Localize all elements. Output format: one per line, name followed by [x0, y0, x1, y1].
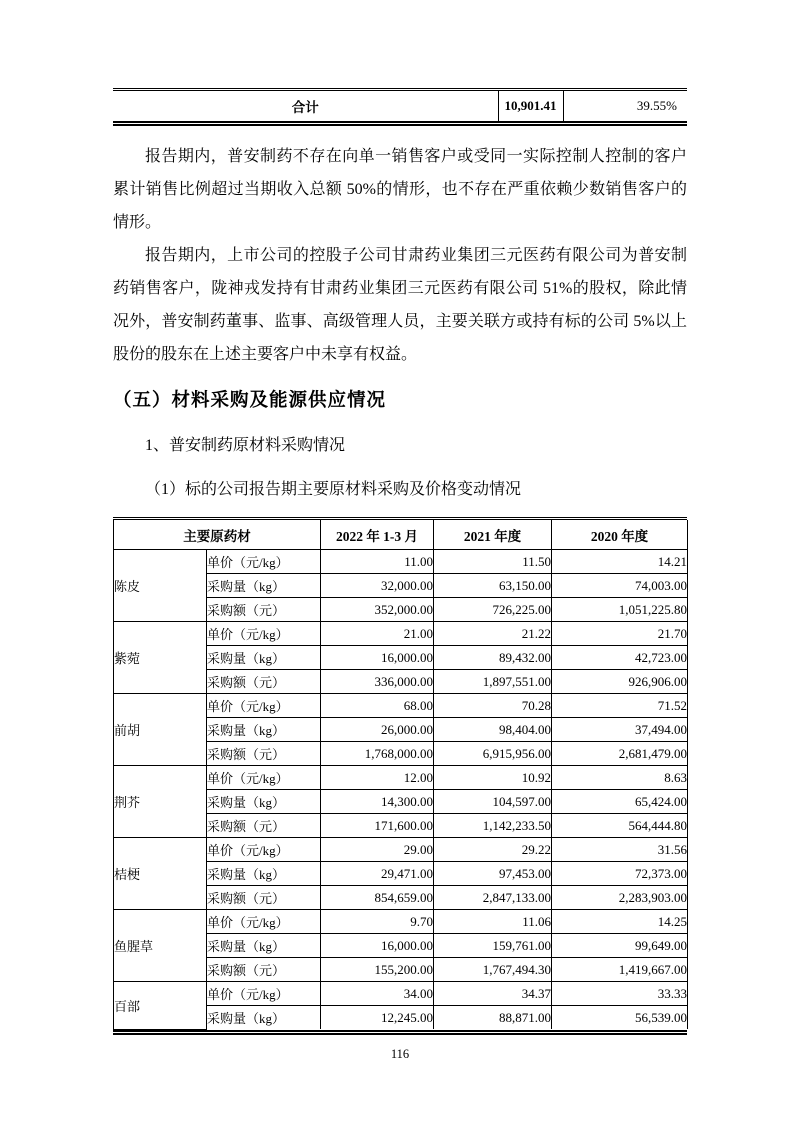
value-cell: 854,659.00: [321, 886, 434, 910]
metric-cell: 采购额（元）: [207, 598, 321, 622]
list-item-2: （1）标的公司报告期主要原材料采购及价格变动情况: [145, 481, 522, 498]
metric-cell: 单价（元/kg）: [207, 694, 321, 718]
table-row: [114, 622, 688, 646]
value-cell: 1,768,000.00: [321, 742, 434, 766]
value-cell: 11.00: [321, 550, 434, 574]
value-cell: 34.00: [321, 982, 434, 1006]
metric-cell: 采购量（kg）: [207, 718, 321, 742]
value-cell: 2,283,903.00: [552, 886, 688, 910]
paragraph-customer-concentration: 报告期内，普安制药不存在向单一销售客户或受同一实际控制人控制的客户累计销售比例超过当期收入总额 50%的情形，也不存在严重依赖少数销售客户的情形。: [113, 148, 687, 231]
table-header-row: [114, 520, 688, 550]
metric-cell: 采购额（元）: [207, 814, 321, 838]
value-cell: 564,444.80: [552, 814, 688, 838]
value-cell: 352,000.00: [321, 598, 434, 622]
material-group-baibu: [114, 982, 688, 1030]
total-row: [113, 91, 687, 121]
list-item-1: 1、普安制药原材料采购情况: [145, 437, 346, 454]
value-cell: 37,494.00: [552, 718, 688, 742]
metric-cell: 采购额（元）: [207, 742, 321, 766]
value-cell: 155,200.00: [321, 958, 434, 982]
value-cell: 63,150.00: [434, 574, 552, 598]
value-cell: 72,373.00: [552, 862, 688, 886]
material-group-yuxingcao: [114, 910, 688, 982]
table-row: [114, 838, 688, 862]
value-cell: 2,847,133.00: [434, 886, 552, 910]
value-cell: 2,681,479.00: [552, 742, 688, 766]
value-cell: 42,723.00: [552, 646, 688, 670]
value-cell: 14.25: [552, 910, 688, 934]
summary-table: [113, 88, 687, 126]
value-cell: 10.92: [434, 766, 552, 790]
value-cell: 9.70: [321, 910, 434, 934]
value-cell: 89,432.00: [434, 646, 552, 670]
value-cell: 14,300.00: [321, 790, 434, 814]
value-cell: 1,051,225.80: [552, 598, 688, 622]
materials-table: [113, 517, 687, 1035]
page-number: 116: [390, 1046, 410, 1061]
value-cell: 29.22: [434, 838, 552, 862]
material-name-cell: 荆芥: [114, 766, 207, 838]
total-label-cell: 合计: [291, 100, 319, 115]
value-cell: 21.70: [552, 622, 688, 646]
material-group-jingjie: [114, 766, 688, 838]
value-cell: 1,142,233.50: [434, 814, 552, 838]
value-cell: 34.37: [434, 982, 552, 1006]
value-cell: 71.52: [552, 694, 688, 718]
table-row: [114, 694, 688, 718]
value-cell: 99,649.00: [552, 934, 688, 958]
metric-cell: 单价（元/kg）: [207, 910, 321, 934]
value-cell: 29.00: [321, 838, 434, 862]
table-row: [114, 766, 688, 790]
value-cell: 97,453.00: [434, 862, 552, 886]
header-material: 主要原药材: [114, 520, 321, 550]
metric-cell: 采购量（kg）: [207, 934, 321, 958]
metric-cell: 单价（元/kg）: [207, 838, 321, 862]
value-cell: 6,915,956.00: [434, 742, 552, 766]
metric-cell: 单价（元/kg）: [207, 622, 321, 646]
value-cell: 32,000.00: [321, 574, 434, 598]
value-cell: 104,597.00: [434, 790, 552, 814]
table-row: [114, 910, 688, 934]
value-cell: 31.56: [552, 838, 688, 862]
metric-cell: 采购量（kg）: [207, 1006, 321, 1030]
material-name-cell: 前胡: [114, 694, 207, 766]
value-cell: 1,419,667.00: [552, 958, 688, 982]
material-group-chenpi: [114, 550, 688, 622]
value-cell: 1,897,551.00: [434, 670, 552, 694]
material-name-cell: 鱼腥草: [114, 910, 207, 982]
value-cell: 1,767,494.30: [434, 958, 552, 982]
value-cell: 98,404.00: [434, 718, 552, 742]
metric-cell: 采购量（kg）: [207, 790, 321, 814]
metric-cell: 采购额（元）: [207, 958, 321, 982]
value-cell: 33.33: [552, 982, 688, 1006]
value-cell: 70.28: [434, 694, 552, 718]
value-cell: 336,000.00: [321, 670, 434, 694]
table-row: [114, 550, 688, 574]
material-group-jiegeng: [114, 838, 688, 910]
value-cell: 74,003.00: [552, 574, 688, 598]
value-cell: 16,000.00: [321, 934, 434, 958]
metric-cell: 单价（元/kg）: [207, 982, 321, 1006]
value-cell: 56,539.00: [552, 1006, 688, 1030]
value-cell: 16,000.00: [321, 646, 434, 670]
metric-cell: 采购量（kg）: [207, 574, 321, 598]
metric-cell: 单价（元/kg）: [207, 766, 321, 790]
value-cell: 88,871.00: [434, 1006, 552, 1030]
value-cell: 12.00: [321, 766, 434, 790]
value-cell: 926,906.00: [552, 670, 688, 694]
value-cell: 26,000.00: [321, 718, 434, 742]
value-cell: 65,424.00: [552, 790, 688, 814]
value-cell: 21.22: [434, 622, 552, 646]
metric-cell: 采购额（元）: [207, 670, 321, 694]
material-group-ziwan: [114, 622, 688, 694]
table-row: [114, 982, 688, 1006]
header-2022: 2022 年 1-3 月: [321, 520, 434, 550]
paragraph-related-party: 报告期内，上市公司的控股子公司甘肃药业集团三元医药有限公司为普安制药销售客户，陇神戎发持有甘肃药业集团三元医药有限公司 51%的股权，除此情况外，普安制药董事、监事、高级管理人员，主要关联方或持有标的公司 5%以上股份的股东在上述主要客户中未享有权益。: [113, 247, 687, 363]
header-2020: 2020 年度: [552, 520, 688, 550]
header-2021: 2021 年度: [434, 520, 552, 550]
metric-cell: 采购量（kg）: [207, 862, 321, 886]
metric-cell: 采购额（元）: [207, 886, 321, 910]
total-value-cell: 10,901.41: [498, 91, 563, 121]
value-cell: 21.00: [321, 622, 434, 646]
section-heading: （五）材料采购及能源供应情况: [113, 390, 387, 411]
material-group-qianhu: [114, 694, 688, 766]
metric-cell: 单价（元/kg）: [207, 550, 321, 574]
material-name-cell: 紫菀: [114, 622, 207, 694]
total-percent-cell: 39.55%: [563, 91, 687, 121]
metric-cell: 采购量（kg）: [207, 646, 321, 670]
value-cell: 12,245.00: [321, 1006, 434, 1030]
value-cell: 726,225.00: [434, 598, 552, 622]
value-cell: 29,471.00: [321, 862, 434, 886]
material-name-cell: 桔梗: [114, 838, 207, 910]
value-cell: 11.50: [434, 550, 552, 574]
material-name-cell: 百部: [114, 982, 207, 1030]
value-cell: 11.06: [434, 910, 552, 934]
material-name-cell: 陈皮: [114, 550, 207, 622]
value-cell: 14.21: [552, 550, 688, 574]
value-cell: 68.00: [321, 694, 434, 718]
value-cell: 8.63: [552, 766, 688, 790]
value-cell: 159,761.00: [434, 934, 552, 958]
value-cell: 171,600.00: [321, 814, 434, 838]
